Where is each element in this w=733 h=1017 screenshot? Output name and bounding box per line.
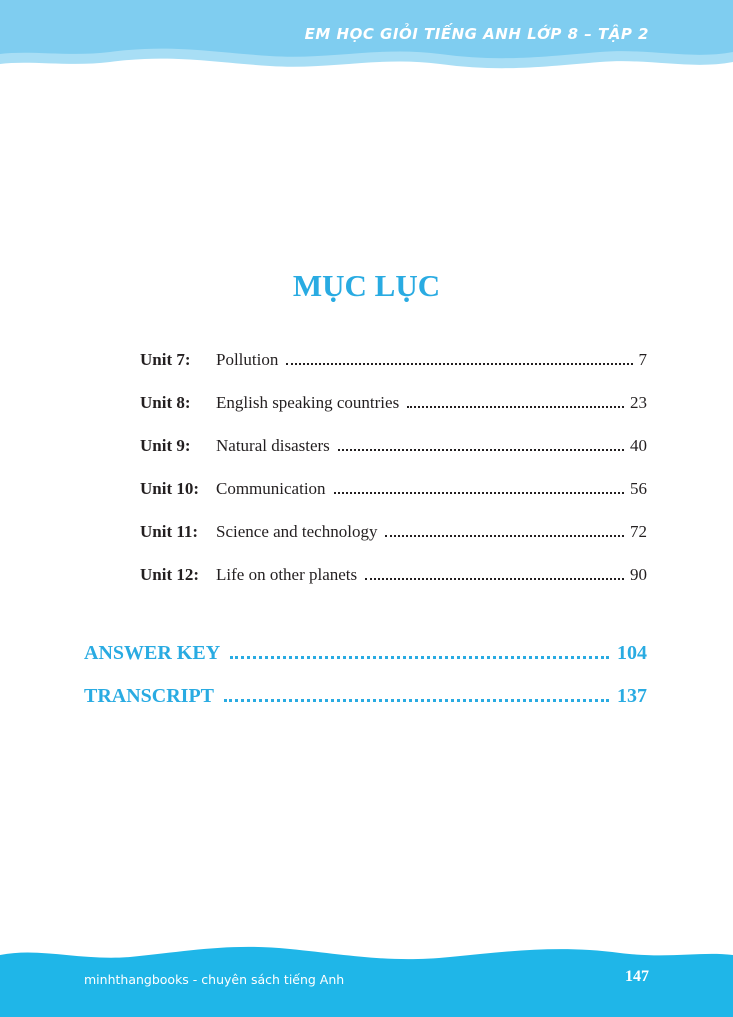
toc-entry-transcript[interactable] xyxy=(84,685,647,728)
dot-leader xyxy=(338,448,624,451)
dot-leader xyxy=(224,698,609,702)
toc-entry-unit-8[interactable] xyxy=(140,393,647,436)
toc-entry-unit-10[interactable] xyxy=(140,479,647,522)
unit-number: Unit 7: xyxy=(140,350,191,369)
toc-entry-unit-12[interactable] xyxy=(140,565,647,608)
unit-page-number: 56 xyxy=(630,479,647,498)
unit-name: Life on other planets xyxy=(216,565,358,584)
dot-leader xyxy=(385,534,624,537)
unit-number: Unit 8: xyxy=(140,393,191,412)
dot-leader xyxy=(286,362,632,365)
toc-entry-unit-9[interactable] xyxy=(140,436,647,479)
dot-leader xyxy=(365,577,624,580)
unit-name: English speaking countries xyxy=(216,393,400,412)
appendix-label: ANSWER KEY xyxy=(84,642,221,664)
toc-unit-list xyxy=(140,350,647,608)
table-of-contents-title: MỤC LỤC xyxy=(292,268,441,303)
unit-name: Communication xyxy=(216,479,326,498)
unit-name: Pollution xyxy=(216,350,279,369)
toc-entry-answer-key[interactable] xyxy=(84,642,647,685)
unit-name: Natural disasters xyxy=(216,436,330,455)
dot-leader xyxy=(230,655,609,659)
dot-leader xyxy=(407,405,624,408)
unit-number: Unit 9: xyxy=(140,436,191,455)
unit-number: Unit 11: xyxy=(140,522,199,541)
unit-page-number: 23 xyxy=(630,393,647,412)
unit-name: Science and technology xyxy=(216,522,378,541)
toc-appendix-list xyxy=(84,642,647,728)
toc-entry-unit-11[interactable] xyxy=(140,522,647,565)
unit-page-number: 7 xyxy=(638,350,647,369)
unit-page-number: 40 xyxy=(630,436,647,455)
unit-number: Unit 12: xyxy=(140,565,200,584)
footer-publisher-text: minhthangbooks - chuyên sách tiếng Anh xyxy=(84,972,345,987)
unit-page-number: 90 xyxy=(630,565,647,584)
unit-number: Unit 10: xyxy=(140,479,200,498)
toc-entry-unit-7[interactable] xyxy=(140,350,647,393)
book-series-title: EM HỌC GIỎI TIẾNG ANH LỚP 8 – TẬP 2 xyxy=(304,25,649,43)
appendix-page-number: 104 xyxy=(617,642,647,664)
footer-page-number: 147 xyxy=(625,968,649,985)
appendix-page-number: 137 xyxy=(617,685,647,707)
dot-leader xyxy=(334,491,624,494)
unit-page-number: 72 xyxy=(630,522,647,541)
appendix-label: TRANSCRIPT xyxy=(84,685,215,707)
